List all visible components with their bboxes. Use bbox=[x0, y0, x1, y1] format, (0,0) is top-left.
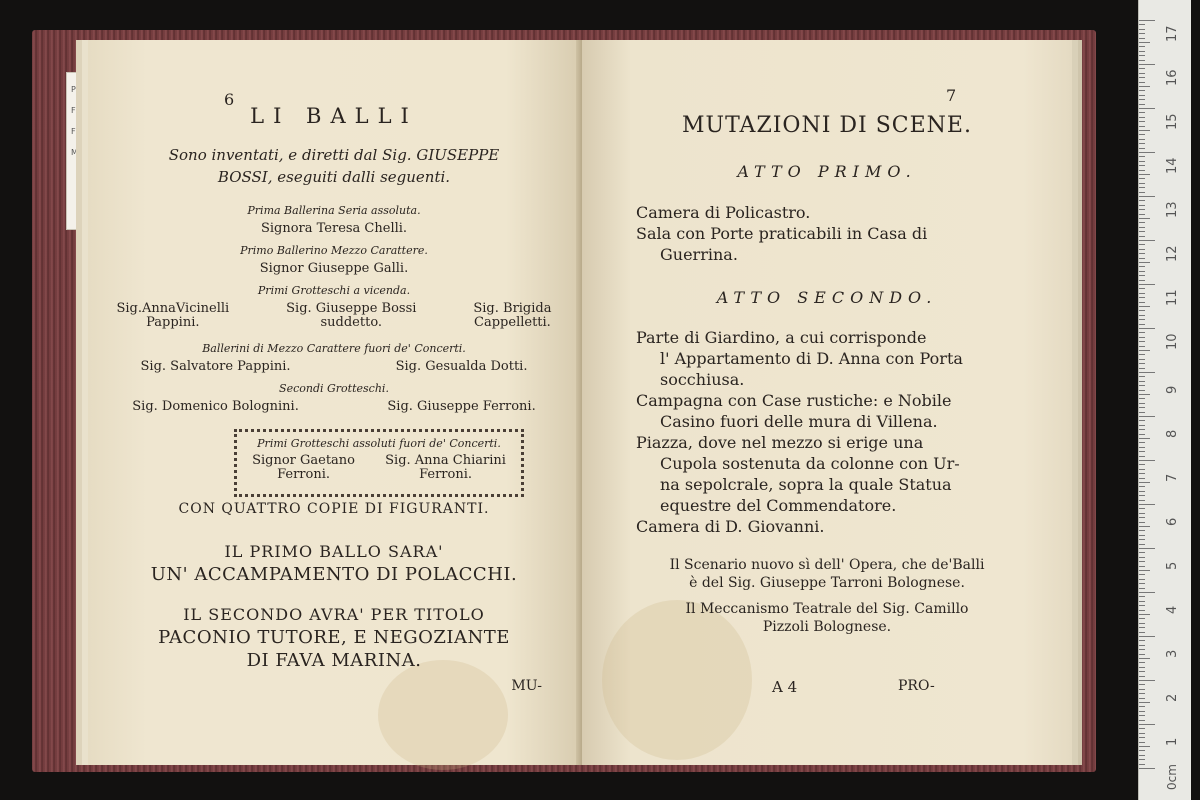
ruler-tick bbox=[1139, 174, 1150, 175]
ruler-tick bbox=[1139, 539, 1145, 540]
dancer-entry: Sig. Giuseppe Bossi suddetto. bbox=[286, 301, 417, 330]
ruler-tick bbox=[1139, 302, 1145, 303]
scene-item: Sala con Porte praticabili in Casa di Guerrina. bbox=[636, 224, 928, 264]
ruler-tick bbox=[1139, 398, 1145, 399]
ruler-tick bbox=[1139, 328, 1155, 329]
ruler-tick bbox=[1139, 205, 1145, 206]
ruler-tick bbox=[1139, 33, 1145, 34]
dancer-name: Sig. Salvatore Pappini. bbox=[140, 359, 291, 374]
ruler-tick bbox=[1139, 306, 1150, 307]
ruler-tick bbox=[1139, 196, 1155, 197]
ruler-tick bbox=[1139, 764, 1145, 765]
right-page bbox=[582, 40, 1072, 765]
ruler-tick bbox=[1139, 130, 1150, 131]
ruler-number: 9 bbox=[1165, 385, 1180, 394]
ruler-tick bbox=[1139, 464, 1145, 465]
dancer-entry: Signor Gaetano Ferroni. bbox=[252, 453, 355, 482]
ballo-title: PACONIO TUTORE, E NEGOZIANTE bbox=[158, 627, 510, 648]
ruler-tick bbox=[1139, 381, 1145, 382]
ruler-unit: 0cm bbox=[1165, 764, 1179, 790]
ruler-tick bbox=[1139, 724, 1155, 725]
ruler-tick bbox=[1139, 702, 1150, 703]
ruler-tick bbox=[1139, 676, 1145, 677]
dancer-name: Sig. Giuseppe Ferroni. bbox=[387, 399, 536, 414]
ruler-tick bbox=[1139, 187, 1145, 188]
ruler-tick bbox=[1139, 447, 1145, 448]
ruler-tick bbox=[1139, 38, 1145, 39]
ruler-tick bbox=[1139, 513, 1145, 514]
ruler-number: 3 bbox=[1165, 649, 1180, 658]
ruler-tick bbox=[1139, 240, 1155, 241]
ruler-tick bbox=[1139, 363, 1145, 364]
ruler-tick bbox=[1139, 236, 1145, 237]
ruler-tick bbox=[1139, 728, 1145, 729]
ruler-tick bbox=[1139, 319, 1145, 320]
ruler-tick bbox=[1139, 192, 1145, 193]
ruler-tick bbox=[1139, 482, 1150, 483]
ruler-tick bbox=[1139, 275, 1145, 276]
ruler-tick bbox=[1139, 680, 1155, 681]
ruler-tick bbox=[1139, 495, 1145, 496]
ruler-tick bbox=[1139, 768, 1155, 769]
ruler-tick bbox=[1139, 658, 1150, 659]
ruler-tick bbox=[1139, 583, 1145, 584]
ruler-number: 6 bbox=[1165, 517, 1180, 526]
measuring-ruler bbox=[1138, 0, 1191, 800]
ruler-tick bbox=[1139, 570, 1150, 571]
ruler-tick bbox=[1139, 280, 1145, 281]
ruler-tick bbox=[1139, 557, 1145, 558]
ruler-tick bbox=[1139, 456, 1145, 457]
role-label: Secondi Grotteschi. bbox=[279, 382, 389, 395]
ruler-tick bbox=[1139, 627, 1145, 628]
ruler-tick bbox=[1139, 288, 1145, 289]
ruler-tick bbox=[1139, 68, 1145, 69]
ruler-tick bbox=[1139, 354, 1145, 355]
ruler-tick bbox=[1139, 596, 1145, 597]
catchword: PRO- bbox=[898, 678, 935, 694]
ruler-tick bbox=[1139, 148, 1145, 149]
catchword: MU- bbox=[511, 678, 542, 694]
scene-item: Parte di Giardino, a cui corrisponde l' Appartamento di D. Anna con Porta socchiusa. bbox=[636, 328, 963, 389]
ruler-number: 7 bbox=[1165, 473, 1180, 482]
ruler-tick bbox=[1139, 711, 1145, 712]
act1-scene-list bbox=[636, 202, 1032, 265]
ruler-number: 4 bbox=[1165, 605, 1180, 614]
ruler-tick bbox=[1139, 610, 1145, 611]
boxed-row bbox=[237, 454, 521, 482]
ruler-tick bbox=[1139, 649, 1145, 650]
role-label: Primi Grotteschi assoluti fuori de' Concerti. bbox=[257, 437, 501, 450]
ruler-tick bbox=[1139, 486, 1145, 487]
ruler-tick bbox=[1139, 689, 1145, 690]
ruler-tick bbox=[1139, 231, 1145, 232]
ruler-tick bbox=[1139, 108, 1155, 109]
ruler-tick bbox=[1139, 698, 1145, 699]
ruler-tick bbox=[1139, 420, 1145, 421]
act2-scene-list bbox=[636, 327, 1032, 537]
ruler-number: 11 bbox=[1165, 289, 1180, 306]
ruler-tick bbox=[1139, 522, 1145, 523]
ruler-tick bbox=[1139, 95, 1145, 96]
ruler-tick bbox=[1139, 359, 1145, 360]
ruler-tick bbox=[1139, 134, 1145, 135]
ruler-tick bbox=[1139, 209, 1145, 210]
ruler-tick bbox=[1139, 412, 1145, 413]
ruler-tick bbox=[1139, 139, 1145, 140]
ruler-tick bbox=[1139, 491, 1145, 492]
ruler-tick bbox=[1139, 324, 1145, 325]
ruler-tick bbox=[1139, 746, 1150, 747]
dancer-name: Sig. Domenico Bolognini. bbox=[132, 399, 299, 414]
ruler-tick bbox=[1139, 588, 1145, 589]
ruler-tick bbox=[1139, 574, 1145, 575]
ruler-tick bbox=[1139, 73, 1145, 74]
ruler-number: 10 bbox=[1165, 333, 1180, 350]
ruler-tick bbox=[1139, 759, 1145, 760]
ruler-tick bbox=[1139, 266, 1145, 267]
ruler-tick bbox=[1139, 60, 1145, 61]
ruler-tick bbox=[1139, 121, 1145, 122]
ruler-tick bbox=[1139, 126, 1145, 127]
ruler-tick bbox=[1139, 77, 1145, 78]
dancer-entry: Sig.AnnaVicinelli Pappini. bbox=[116, 301, 230, 330]
ruler-number: 8 bbox=[1165, 429, 1180, 438]
ruler-tick bbox=[1139, 561, 1145, 562]
ruler-tick bbox=[1139, 117, 1145, 118]
ruler-number: 13 bbox=[1165, 201, 1180, 218]
ruler-tick bbox=[1139, 82, 1145, 83]
ruler-tick bbox=[1139, 451, 1145, 452]
ruler-tick bbox=[1139, 632, 1145, 633]
ruler-tick bbox=[1139, 500, 1145, 501]
ruler-tick bbox=[1139, 253, 1145, 254]
ruler-tick bbox=[1139, 460, 1155, 461]
ruler-tick bbox=[1139, 508, 1145, 509]
act-heading: ATTO PRIMO. bbox=[737, 162, 917, 181]
ruler-tick bbox=[1139, 473, 1145, 474]
dancer-entry: Sig. Brigida Cappelletti. bbox=[473, 301, 552, 330]
ruler-tick bbox=[1139, 183, 1145, 184]
ruler-tick bbox=[1139, 605, 1145, 606]
ruler-tick bbox=[1139, 434, 1145, 435]
ruler-tick bbox=[1139, 720, 1145, 721]
mezzo-row bbox=[88, 360, 580, 374]
page-number: 7 bbox=[946, 86, 957, 105]
ruler-number: 14 bbox=[1165, 157, 1180, 174]
ballo-intro: IL SECONDO AVRA' PER TITOLO bbox=[183, 605, 485, 624]
intro-line: BOSSI, eseguiti dalli seguenti. bbox=[217, 168, 451, 186]
left-page bbox=[88, 40, 580, 765]
intro-line: Sono inventati, e diretti dal Sig. GIUSEPPE bbox=[168, 146, 500, 164]
dancer-entry: Sig. Anna Chiarini Ferroni. bbox=[385, 453, 506, 482]
scenario-note: Il Scenario nuovo sì dell' Opera, che de'Balli è del Sig. Giuseppe Tarroni Bolognese. bbox=[669, 557, 985, 591]
ruler-tick bbox=[1139, 218, 1150, 219]
ruler-tick bbox=[1139, 671, 1145, 672]
ruler-tick bbox=[1139, 442, 1145, 443]
ruler-tick bbox=[1139, 407, 1145, 408]
ruler-tick bbox=[1139, 645, 1145, 646]
machinery-note: Il Meccanismo Teatrale del Sig. Camillo Pizzoli Bolognese. bbox=[685, 601, 969, 635]
act-heading: ATTO SECONDO. bbox=[716, 288, 938, 307]
ornamental-frame bbox=[234, 429, 524, 497]
dancer-name: Signor Giuseppe Galli. bbox=[259, 261, 409, 276]
ruler-tick bbox=[1139, 293, 1145, 294]
ruler-tick bbox=[1139, 244, 1145, 245]
dancer-name: Signora Teresa Chelli. bbox=[260, 221, 408, 236]
ruler-tick bbox=[1139, 548, 1155, 549]
ruler-tick bbox=[1139, 332, 1145, 333]
ruler-tick bbox=[1139, 385, 1145, 386]
page-number: 6 bbox=[224, 90, 235, 109]
ballo-title: UN' ACCAMPAMENTO DI POLACCHI. bbox=[150, 564, 518, 585]
ruler-tick bbox=[1139, 112, 1145, 113]
ruler-tick bbox=[1139, 469, 1145, 470]
figuranti-line: CON QUATTRO COPIE DI FIGURANTI. bbox=[178, 501, 490, 517]
ruler-tick bbox=[1139, 368, 1145, 369]
ruler-tick bbox=[1139, 504, 1155, 505]
ruler-tick bbox=[1139, 667, 1145, 668]
ruler-tick bbox=[1139, 104, 1145, 105]
ruler-tick bbox=[1139, 592, 1155, 593]
page-heading: MUTAZIONI DI SCENE. bbox=[682, 113, 972, 138]
ruler-tick bbox=[1139, 90, 1145, 91]
ruler-number: 12 bbox=[1165, 245, 1180, 262]
water-stain bbox=[378, 660, 508, 770]
ruler-number: 5 bbox=[1165, 561, 1180, 570]
ruler-tick bbox=[1139, 42, 1150, 43]
signature-mark: A 4 bbox=[772, 678, 798, 696]
ruler-tick bbox=[1139, 271, 1145, 272]
ruler-tick bbox=[1139, 372, 1155, 373]
ruler-number: 16 bbox=[1165, 69, 1180, 86]
ruler-tick bbox=[1139, 315, 1145, 316]
ruler-tick bbox=[1139, 200, 1145, 201]
ruler-tick bbox=[1139, 64, 1155, 65]
ruler-tick bbox=[1139, 29, 1145, 30]
ruler-number: 17 bbox=[1165, 25, 1180, 42]
ruler-tick bbox=[1139, 579, 1145, 580]
ruler-tick bbox=[1139, 438, 1150, 439]
ruler-tick bbox=[1139, 376, 1145, 377]
ruler-tick bbox=[1139, 544, 1145, 545]
library-slip: P F F M bbox=[66, 72, 90, 230]
ruler-tick bbox=[1139, 636, 1155, 637]
ruler-tick bbox=[1139, 654, 1145, 655]
ruler-tick bbox=[1139, 478, 1145, 479]
ruler-tick bbox=[1139, 258, 1145, 259]
role-label: Ballerini di Mezzo Carattere fuori de' Concerti. bbox=[202, 342, 466, 355]
ruler-tick bbox=[1139, 143, 1145, 144]
ruler-tick bbox=[1139, 284, 1155, 285]
ruler-tick bbox=[1139, 640, 1145, 641]
ruler-tick bbox=[1139, 618, 1145, 619]
ruler-tick bbox=[1139, 24, 1145, 25]
ruler-tick bbox=[1139, 425, 1145, 426]
ruler-tick bbox=[1139, 222, 1145, 223]
role-label: Prima Ballerina Seria assoluta. bbox=[247, 204, 421, 217]
scene-item: Piazza, dove nel mezzo si erige una Cupola sostenuta da colonne con Ur- na sepolcrale, sopra la quale Statua equestre del Commendatore. bbox=[636, 433, 960, 515]
dancer-name: Sig. Gesualda Dotti. bbox=[395, 359, 528, 374]
grotteschi-row bbox=[88, 302, 580, 330]
ruler-number: 1 bbox=[1165, 737, 1180, 746]
ruler-tick bbox=[1139, 614, 1150, 615]
ruler-tick bbox=[1139, 227, 1145, 228]
ruler-number: 2 bbox=[1165, 693, 1180, 702]
ruler-tick bbox=[1139, 46, 1145, 47]
role-label: Primi Grotteschi a vicenda. bbox=[257, 284, 411, 297]
scene-item: Camera di Policastro. bbox=[636, 203, 811, 222]
ruler-tick bbox=[1139, 51, 1145, 52]
ruler-tick bbox=[1139, 156, 1145, 157]
ruler-tick bbox=[1139, 623, 1145, 624]
ruler-tick bbox=[1139, 526, 1150, 527]
ruler-tick bbox=[1139, 178, 1145, 179]
ruler-tick bbox=[1139, 390, 1145, 391]
ruler-tick bbox=[1139, 55, 1145, 56]
scene-item: Campagna con Case rustiche: e Nobile Casino fuori delle mura di Villena. bbox=[636, 391, 952, 431]
ruler-tick bbox=[1139, 341, 1145, 342]
ruler-tick bbox=[1139, 416, 1155, 417]
ruler-tick bbox=[1139, 337, 1145, 338]
ruler-tick bbox=[1139, 706, 1145, 707]
scene-item: Camera di D. Giovanni. bbox=[636, 517, 825, 536]
ruler-tick bbox=[1139, 742, 1145, 743]
ruler-tick bbox=[1139, 517, 1145, 518]
ruler-tick bbox=[1139, 535, 1145, 536]
ruler-tick bbox=[1139, 346, 1145, 347]
ruler-tick bbox=[1139, 684, 1145, 685]
ruler-tick bbox=[1139, 566, 1145, 567]
ruler-number: 15 bbox=[1165, 113, 1180, 130]
ruler-tick bbox=[1139, 601, 1145, 602]
ruler-tick bbox=[1139, 262, 1150, 263]
ruler-tick bbox=[1139, 170, 1145, 171]
ruler-tick bbox=[1139, 99, 1145, 100]
ballo-title: DI FAVA MARINA. bbox=[246, 650, 422, 671]
ruler-tick bbox=[1139, 152, 1155, 153]
ruler-tick bbox=[1139, 733, 1145, 734]
ruler-tick bbox=[1139, 86, 1150, 87]
ruler-tick bbox=[1139, 394, 1150, 395]
ruler-tick bbox=[1139, 350, 1150, 351]
ruler-tick bbox=[1139, 20, 1155, 21]
role-label: Primo Ballerino Mezzo Carattere. bbox=[240, 244, 428, 257]
ruler-tick bbox=[1139, 662, 1145, 663]
ruler-tick bbox=[1139, 750, 1145, 751]
secondi-row bbox=[88, 400, 580, 414]
ruler-tick bbox=[1139, 165, 1145, 166]
ruler-tick bbox=[1139, 530, 1145, 531]
ballo-intro: IL PRIMO BALLO SARA' bbox=[224, 542, 444, 561]
page-heading: LI BALLI bbox=[250, 104, 418, 128]
ruler-tick bbox=[1139, 403, 1145, 404]
ruler-tick bbox=[1139, 310, 1145, 311]
ruler-tick bbox=[1139, 755, 1145, 756]
ruler-tick bbox=[1139, 429, 1145, 430]
ruler-tick bbox=[1139, 249, 1145, 250]
ruler-tick bbox=[1139, 214, 1145, 215]
ruler-tick bbox=[1139, 737, 1145, 738]
ruler-tick bbox=[1139, 161, 1145, 162]
ruler-tick bbox=[1139, 297, 1145, 298]
ruler-tick bbox=[1139, 715, 1145, 716]
ruler-tick bbox=[1139, 693, 1145, 694]
ruler-tick bbox=[1139, 552, 1145, 553]
